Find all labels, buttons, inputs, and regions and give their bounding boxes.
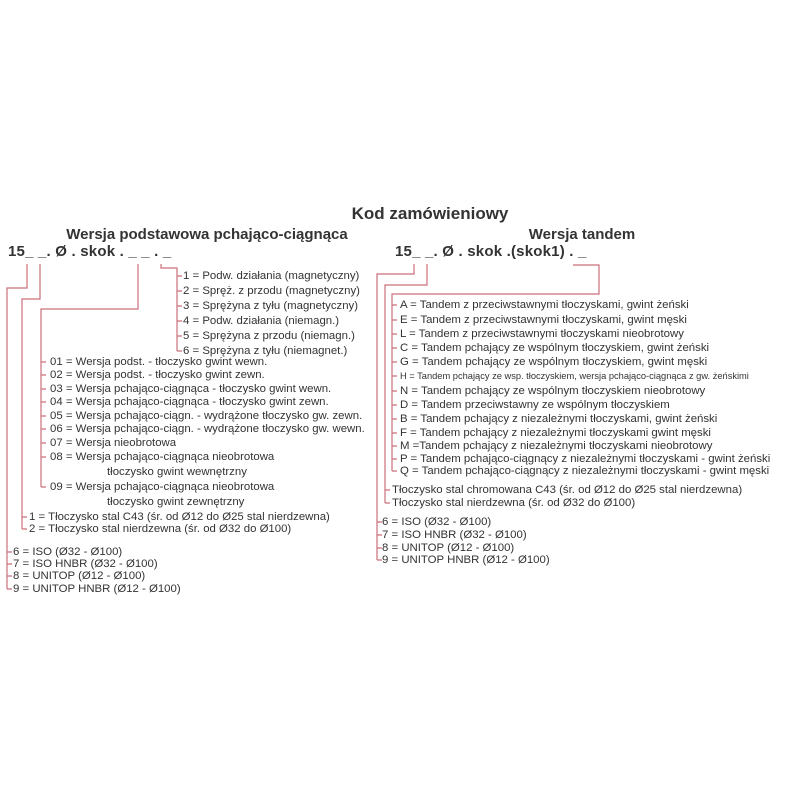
right-tandem-option-E: E = Tandem z przeciwstawnymi tłoczyskami, gwint męski	[400, 314, 687, 326]
right-tandem-option-F: F = Tandem pchający z niezależnymi tłoczyskami gwint męski	[400, 427, 711, 439]
left-action-option-6: 6 = Sprężyna z tyłu (niemagnet.)	[183, 345, 348, 357]
right-seal-option-6: 6 = ISO (Ø32 - Ø100)	[382, 516, 492, 528]
left-action-option-2: 2 = Spręż. z przodu (magnetyczny)	[183, 285, 360, 297]
left-rod-connector-line	[22, 264, 40, 529]
right-section-heading: Wersja tandem	[528, 226, 636, 243]
right-tandem-option-C: C = Tandem pchający ze wspólnym tłoczyskiem, gwint żeński	[400, 342, 710, 354]
right-order-code: 15_ _. Ø . skok .(skok1) . _	[395, 243, 587, 260]
right-seal-option-9: 9 = UNITOP HNBR (Ø12 - Ø100)	[382, 554, 550, 566]
left-seals-connector-line	[7, 264, 27, 589]
right-rod-option-2: Tłoczysko stal nierdzewna (śr. od Ø32 do Ø100)	[392, 497, 636, 509]
left-version-option-09: 09 = Wersja pchająco-ciągnąca nieobrotowa	[50, 481, 275, 493]
left-version-option-08-line2: tłoczysko gwint wewnętrzny	[107, 466, 247, 478]
left-version-option-07: 07 = Wersja nieobrotowa	[50, 437, 177, 449]
right-tandem-option-Q: Q = Tandem pchająco-ciągnący z niezależnymi tłoczyskami - gwint męski	[400, 465, 770, 477]
left-action-option-1: 1 = Podw. działania (magnetyczny)	[183, 270, 360, 282]
page-title: Kod zamówieniowy	[351, 204, 509, 223]
left-version-option-08: 08 = Wersja pchająco-ciągnąca nieobrotowa	[50, 451, 275, 463]
left-seal-option-6: 6 = ISO (Ø32 - Ø100)	[13, 546, 123, 558]
right-seal-option-8: 8 = UNITOP (Ø12 - Ø100)	[382, 542, 515, 554]
left-actions-connector-line	[161, 264, 182, 351]
right-seal-option-7: 7 = ISO HNBR (Ø32 - Ø100)	[382, 529, 527, 541]
left-action-option-4: 4 = Podw. działania (niemagn.)	[183, 315, 340, 327]
left-version-option-03: 03 = Wersja pchająco-ciągnąca - tłoczysko gwint wewn.	[50, 383, 332, 395]
right-tandem-option-M: M =Tandem pchający z niezależnymi tłoczyskami nieobrotowy	[400, 440, 713, 452]
left-action-option-3: 3 = Sprężyna z tyłu (magnetyczny)	[183, 300, 359, 312]
left-seal-option-7: 7 = ISO HNBR (Ø32 - Ø100)	[13, 558, 158, 570]
right-tandem-option-N: N = Tandem pchający ze wspólnym tłoczyskiem nieobrotowy	[400, 385, 706, 397]
left-version-option-02: 02 = Wersja podst. - tłoczysko gwint zewn.	[50, 369, 265, 381]
left-version-option-06: 06 = Wersja pchająco-ciągn. - wydrążone tłoczysko gw. wewn.	[50, 423, 365, 435]
left-version-option-04: 04 = Wersja pchająco-ciągnąca - tłoczysko gwint zewn.	[50, 396, 329, 408]
left-version-option-05: 05 = Wersja pchająco-ciągn. - wydrążone tłoczysko gw. zewn.	[50, 410, 363, 422]
right-tandem-option-G: G = Tandem pchający ze wspólnym tłoczyskiem, gwint męski	[400, 356, 708, 368]
left-rod-option-2: 2 = Tłoczysko stal nierdzewna (śr. od Ø32 do Ø100)	[29, 523, 292, 535]
right-tandem-option-L: L = Tandem z przeciwstawnymi tłoczyskami nieobrotowy	[400, 328, 684, 340]
left-seal-option-8: 8 = UNITOP (Ø12 - Ø100)	[13, 570, 146, 582]
left-seal-option-9: 9 = UNITOP HNBR (Ø12 - Ø100)	[13, 583, 181, 595]
right-tandem-option-B: B = Tandem pchający z niezależnymi tłoczyskami, gwint żeński	[400, 413, 718, 425]
left-version-option-01: 01 = Wersja podst. - tłoczysko gwint wewn.	[50, 356, 268, 368]
right-tandem-option-P: P = Tandem pchająco-ciągnący z niezależnymi tłoczyskami - gwint żeński	[400, 453, 771, 465]
right-tandem-option-D: D = Tandem przeciwstawny ze wspólnym tłoczyskiem	[400, 399, 670, 411]
left-rod-option-1: 1 = Tłoczysko stal C43 (śr. od Ø12 do Ø25 stal nierdzewna)	[29, 511, 330, 523]
right-tandem-option-H: H = Tandem pchający ze wsp. tłoczyskiem, wersja pchająco-ciągnąca z gw. żeńskimi	[400, 371, 749, 381]
right-rod-option-1: Tłoczysko stal chromowana C43 (śr. od Ø12 do Ø25 stal nierdzewna)	[392, 484, 743, 496]
left-version-option-09-line2: tłoczysko gwint zewnętrzny	[107, 496, 245, 508]
left-action-option-5: 5 = Sprężyna z przodu (niemagn.)	[183, 330, 355, 342]
left-order-code: 15_ _. Ø . skok . _ _ . _	[8, 243, 172, 260]
right-tandem-option-A: A = Tandem z przeciwstawnymi tłoczyskami, gwint żeński	[400, 299, 689, 311]
left-section-heading: Wersja podstawowa pchająco-ciągnąca	[66, 226, 348, 243]
